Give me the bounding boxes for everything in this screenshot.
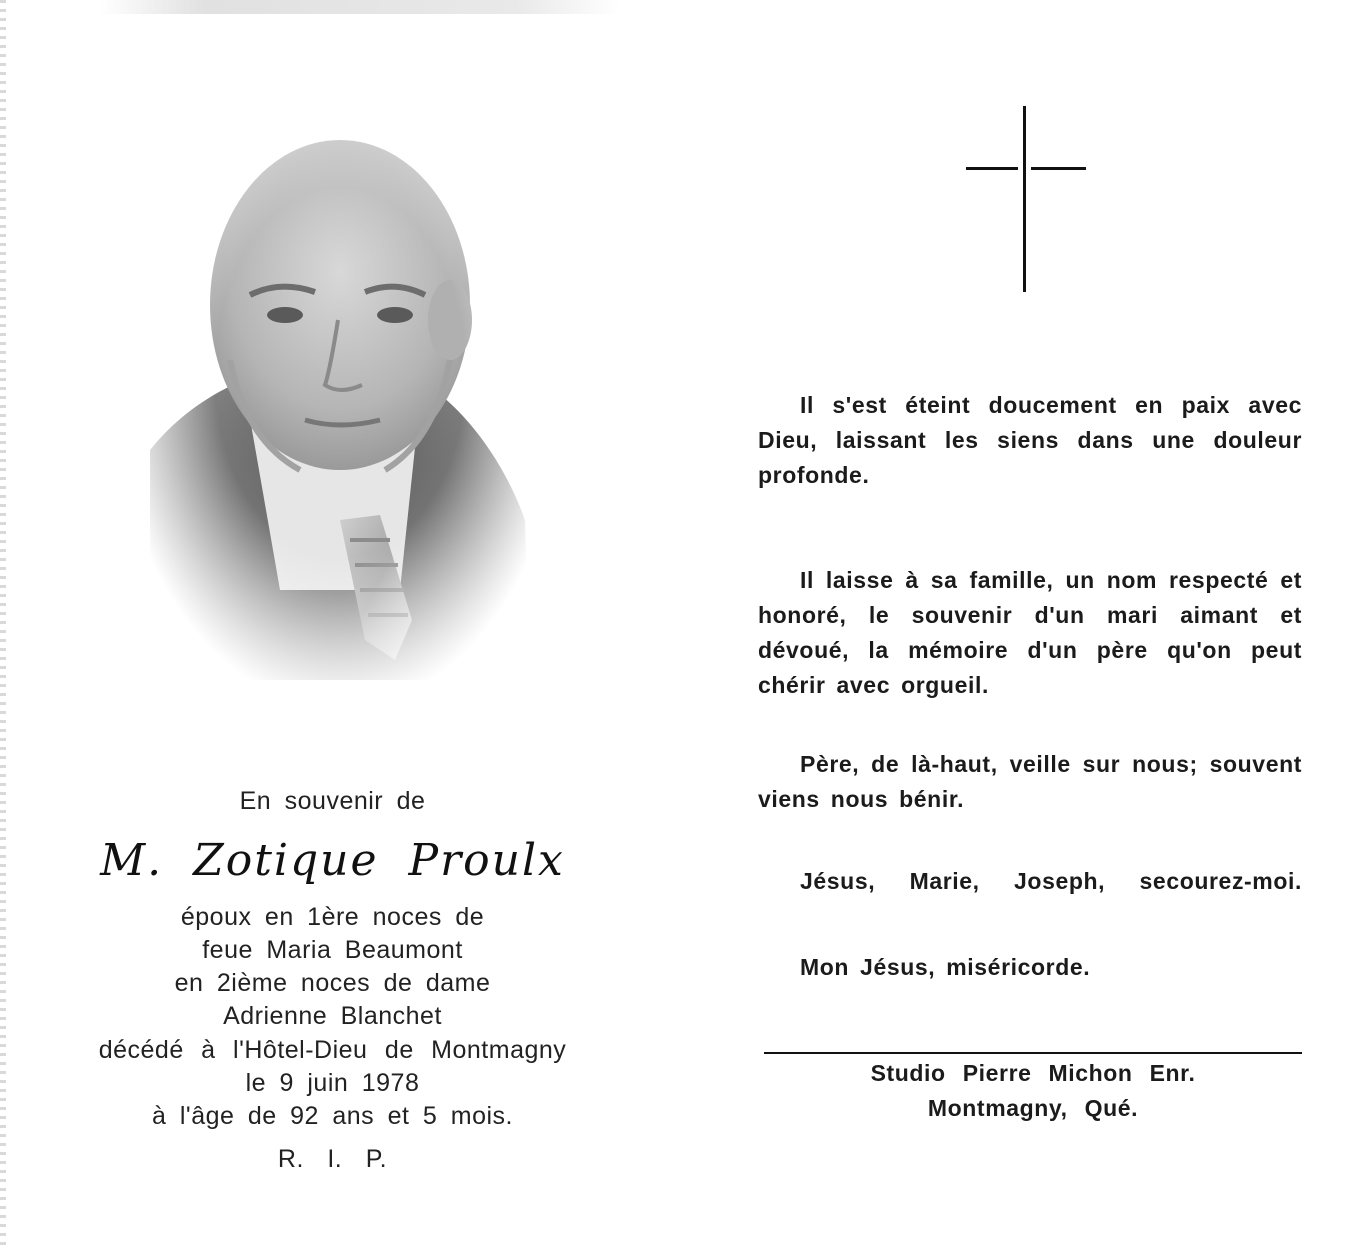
detail-line-3: en 2ième noces de dame [174,969,491,997]
studio-city: Montmagny, Qué. [927,1095,1139,1121]
portrait-photo [150,120,530,680]
memorial-card-front [0,0,665,1249]
detail-line-1: époux en 1ère noces de [180,903,485,931]
verse-3: Père, de là-haut, veille sur nous; souvent viens nous bénir. [758,751,1302,812]
detail-line-4: Adrienne Blanchet [223,1002,442,1030]
cross-left-arm [966,167,1018,170]
detail-line-7: à l'âge de 92 ans et 5 mois. [152,1102,513,1130]
studio-name: Studio Pierre Michon Enr. [870,1060,1196,1086]
verse-5: Mon Jésus, miséricorde. [800,954,1091,980]
scan-smudge [100,0,620,14]
verse-1: Il s'est éteint doucement en paix avec Dieu, laissant les siens dans une douleur profonde. [758,392,1302,488]
memorial-card-back [690,0,1355,1249]
rip-text: R. I. P. [277,1145,388,1173]
cross-right-arm [1031,167,1086,170]
divider-rule [764,1052,1302,1054]
verse-4: Jésus, Marie, Joseph, secourez-moi. [800,868,1302,894]
verse-2: Il laisse à sa famille, un nom respecté et honoré, le souvenir d'un mari aimant et dévoué, la mémoire d'un père qu'on peut chérir avec orgueil. [758,567,1302,698]
detail-line-6: le 9 juin 1978 [245,1069,420,1097]
detail-line-2: feue Maria Beaumont [202,936,463,964]
intro-text: En souvenir de [239,787,426,815]
card-edge [0,0,6,1249]
cross-vertical-bar [1023,106,1026,292]
deceased-name: M. Zotique Proulx [100,835,565,886]
detail-line-5: décédé à l'Hôtel-Dieu de Montmagny [98,1036,567,1064]
